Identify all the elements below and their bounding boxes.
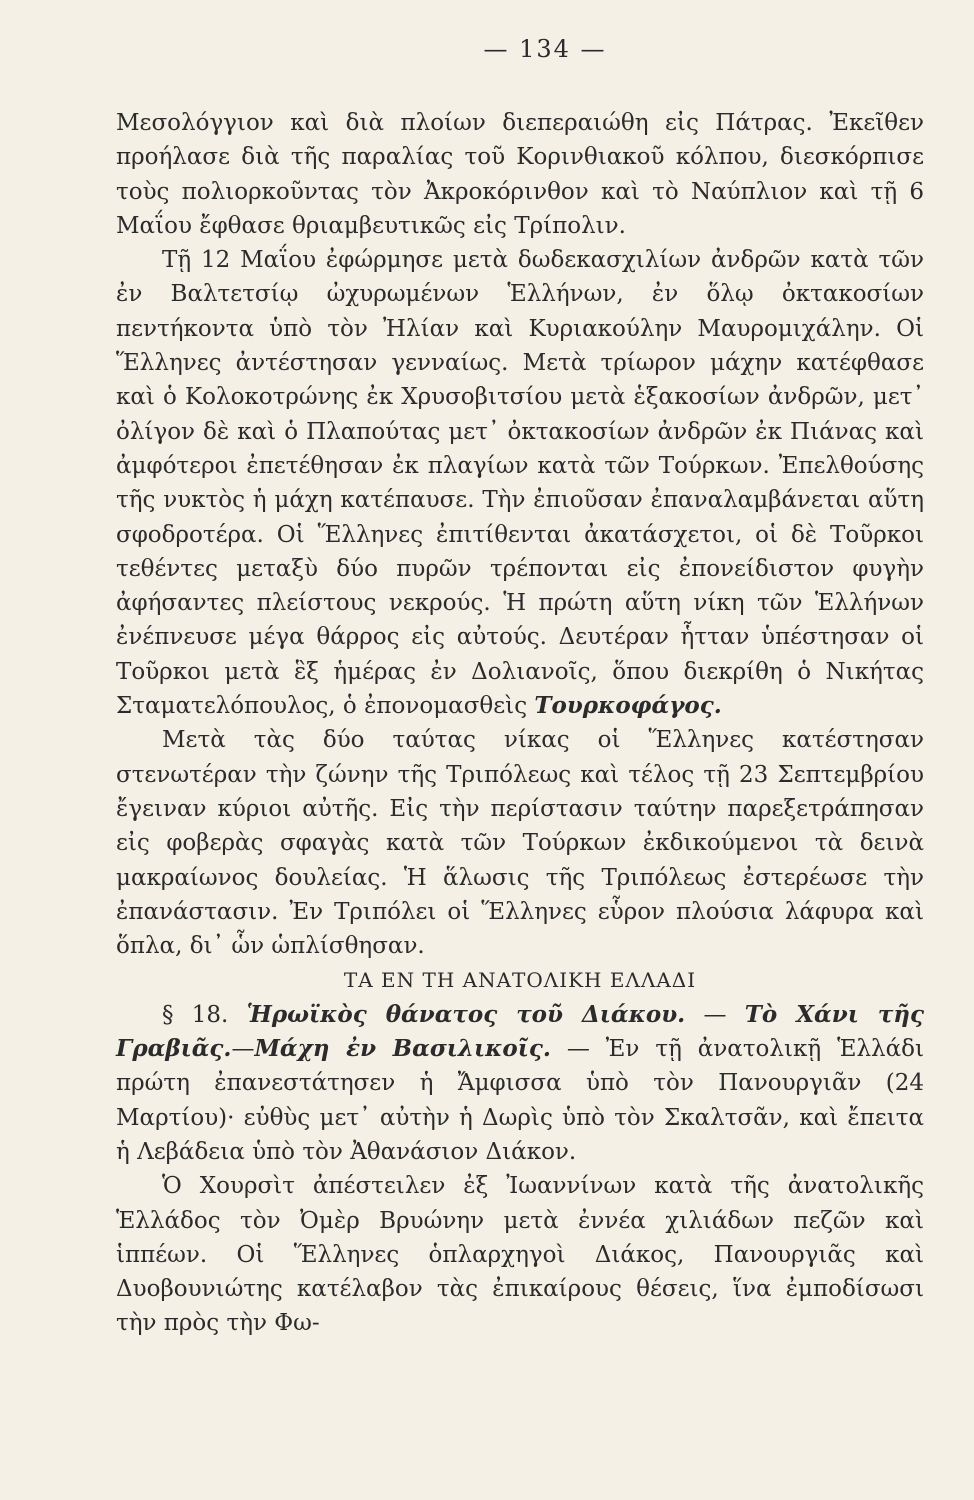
section-heading: ΤΑ ΕΝ ΤΗ ΑΝΑΤΟΛΙΚΗ ΕΛΛΑΔΙ xyxy=(343,968,697,993)
section-title-part1: Ἡρωϊκὸς θάνατος τοῦ Διάκου. xyxy=(246,1000,686,1028)
paragraph-hursit: Ὁ Χουρσὶτ ἀπέστειλεν ἐξ Ἰωαννίνων κατὰ τῆς ἀνατολικῆς Ἑλλάδος τὸν Ὀμὲρ Βρυώνην μετὰ ἐννέα χιλιάδων πεζῶν καὶ ἱππέων. Οἱ Ἕλληνες ὁπλαρχηγοὶ Διάκος, Πανουργιᾶς καὶ Δυοβουνιώτης κατέλαβον τὰς ἐπικαίρους θέσεις, ἵνα ἐμποδίσωσι τὴν πρὸς τὴν Φω- xyxy=(116,1173,924,1337)
section-number: § 18. xyxy=(162,1001,229,1028)
paragraph-continuation: Μεσολόγγιον καὶ διὰ πλοίων διεπεραιώθη εἰς Πάτρας. Ἐκεῖθεν προήλασε διὰ τῆς παραλίας τοῦ Κορινθιακοῦ κόλπου, διεσκόρπισε τοὺς πολιορκοῦντας τὸν Ἀκροκόρινθον καὶ τὸ Ναύπλιον καὶ τῇ 6 Μαΐου ἔφθασε θριαμβευτικῶς εἰς Τρίπολιν. xyxy=(116,110,924,239)
paragraph-tripoli: Μετὰ τὰς δύο ταύτας νίκας οἱ Ἕλληνες κατέστησαν στενωτέραν τὴν ζώνην τῆς Τριπόλεως καὶ τέλος τῇ 23 Σεπτεμβρίου ἔγειναν κύριοι αὐτῆς. Εἰς τὴν περίστασιν ταύτην παρεξετράπησαν εἰς φοβερὰς σφαγὰς κατὰ τῶν Τούρκων ἐκδικούμενοι τὰ δεινὰ μακραίωνος δουλείας. Ἡ ἅλωσις τῆς Τριπόλεως ἐστερέωσε τὴν ἐπανάστασιν. Ἐν Τριπόλει οἱ Ἕλληνες εὗρον πλούσια λάφυρα καὶ ὅπλα, δι᾽ ὧν ὡπλίσθησαν. xyxy=(116,727,924,960)
section-title-part3: Μάχη ἐν Βασιλικοῖς. xyxy=(254,1035,551,1063)
body-text xyxy=(116,106,924,1341)
section-18-text: Ἐν τῇ ἀνατολικῇ Ἑλλάδι πρώτη ἐπανεστάτησεν ἡ Ἄμφισσα ὑπὸ τὸν Πανουργιᾶν (24 Μαρτίου)· εὐθὺς μετ᾽ αὐτὴν ἡ Δωρὶς ὑπὸ τὸν Σκαλτσᾶν, καὶ ἔπειτα ἡ Λεβάδεια ὑπὸ τὸν Ἀθανάσιον Διάκον. xyxy=(116,1036,925,1165)
section-dash-3: — xyxy=(566,1036,590,1063)
paragraph-valtetsi-text: Τῇ 12 Μαΐου ἐφώρμησε μετὰ δωδεκασχιλίων ἀνδρῶν κατὰ τῶν ἐν Βαλτετσίῳ ὠχυρωμένων Ἑλλήνων, ἐν ὅλῳ ὀκτακοσίων πεντήκοντα ὑπὸ τὸν Ἠλίαν καὶ Κυριακούλην Μαυρομιχάλην. Οἱ Ἕλληνες ἀντέστησαν γενναίως. Μετὰ τρίωρον μάχην κατέφθασε καὶ ὁ Κολοκοτρώνης ἐκ Χρυσοβιτσίου μετὰ ἑξακοσίων ἀνδρῶν, μετ᾽ ὀλίγον δὲ καὶ ὁ Πλαπούτας μετ᾽ ὀκτακοσίων ἀνδρῶν ἐκ Πιάνας καὶ ἀμφότεροι ἐπετέθησαν ἐκ πλαγίων κατὰ τῶν Τούρκων. Ἐπελθούσης τῆς νυκτὸς ἡ μάχη κατέπαυσε. Τὴν ἐπιοῦσαν ἐπαναλαμβάνεται αὕτη σφοδροτέρα. Οἱ Ἕλληνες ἐπιτίθενται ἀκατάσχετοι, οἱ δὲ Τοῦρκοι τεθέντες μεταξὺ δύο πυρῶν τρέπονται εἰς ἐπονείδιστον φυγὴν ἀφήσαντες πλείστους νεκρούς. Ἡ πρώτη αὕτη νίκη τῶν Ἑλλήνων ἐνέπνευσε μέγα θάρρος εἰς αὐτούς. Δευτέραν ἧτταν ὑπέστησαν οἱ Τοῦρκοι μετὰ ἓξ ἡμέρας ἐν Δολιανοῖς, ὅπου διεκρίθη ὁ Νικήτας Σταματελόπουλος, ὁ ἐπονομασθεὶς xyxy=(116,247,924,720)
section-18-paragraph xyxy=(116,998,924,1169)
section-dash-1: — xyxy=(703,1001,727,1028)
section-title-part2: Τὸ Χάνι τῆς Γραβιᾶς. xyxy=(116,1000,925,1063)
epithet-tourkofagos: Τουρκοφάγος. xyxy=(534,692,722,720)
page-number: — 134 — xyxy=(483,35,607,63)
paragraph-valtetsi xyxy=(116,243,924,723)
section-dash-2: — xyxy=(231,1036,255,1063)
